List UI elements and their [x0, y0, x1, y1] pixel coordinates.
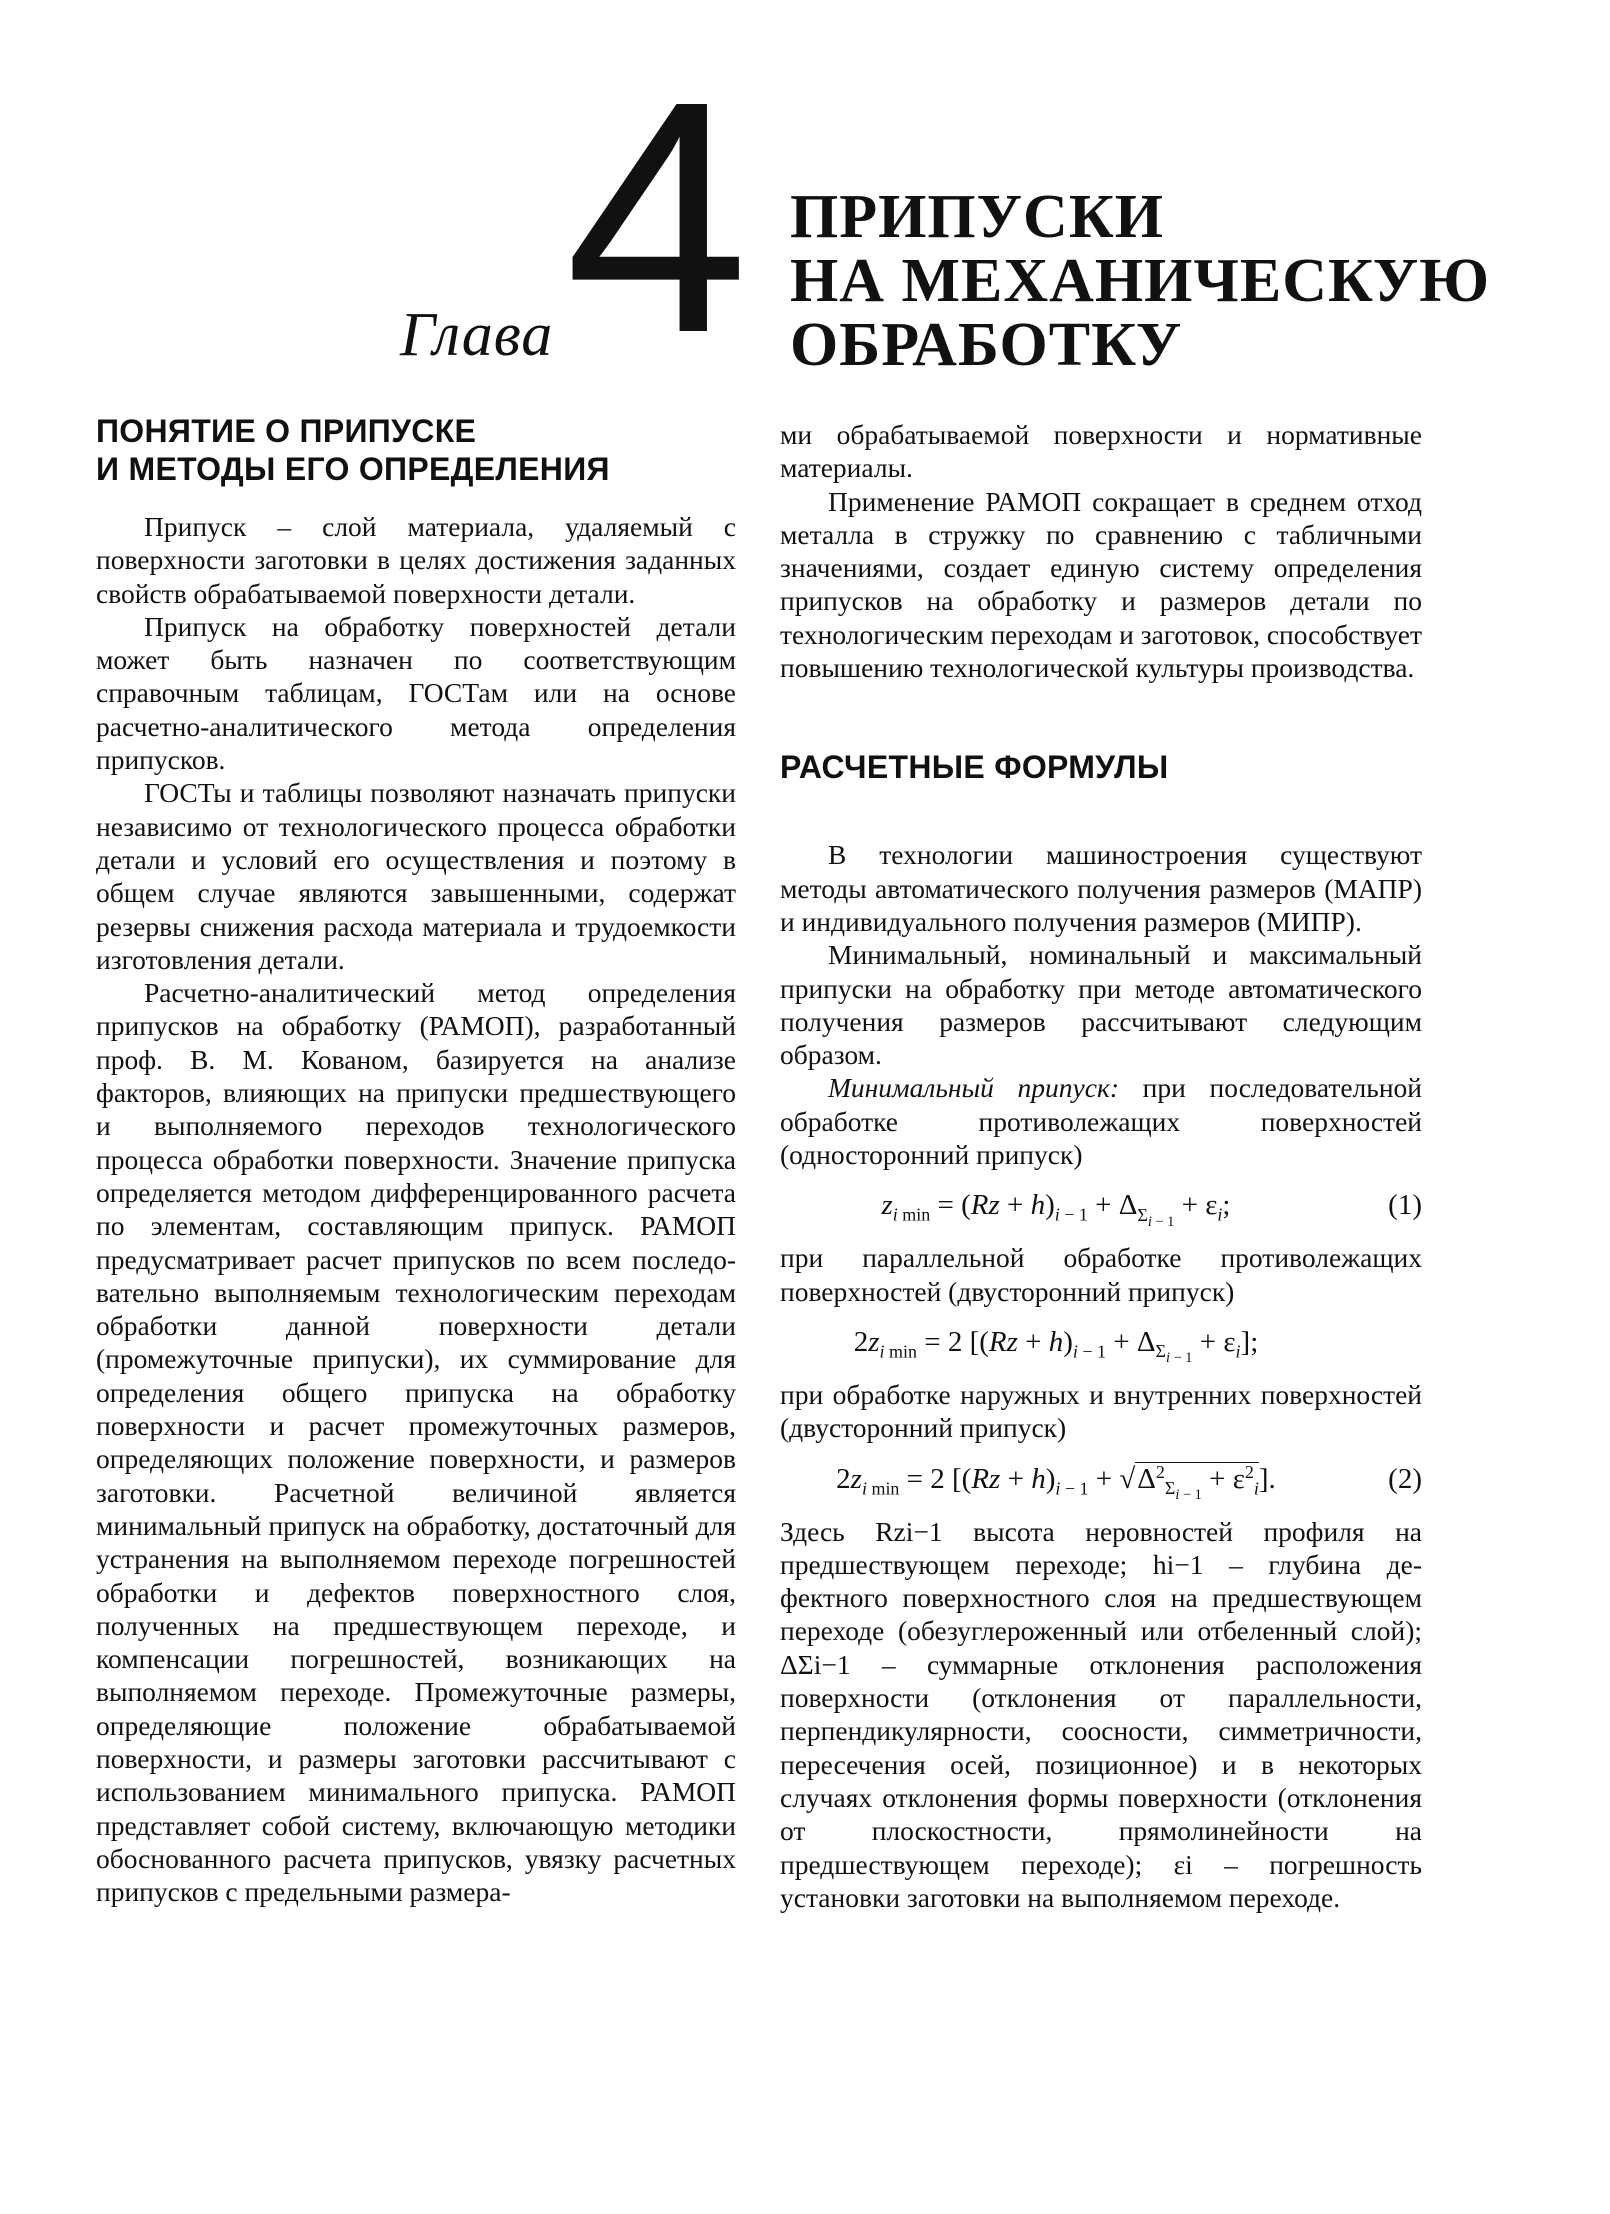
- formula-1: [780, 1181, 1422, 1229]
- chapter-title-line-2: НА МЕХАНИЧЕСКУЮ: [790, 247, 1491, 315]
- term-min-allowance: Минимальный припуск:: [828, 1072, 1119, 1104]
- left-column: [96, 412, 736, 1908]
- section-heading-line-2: И МЕТОДЫ ЕГО ОПРЕДЕЛЕНИЯ: [96, 451, 610, 487]
- chapter-title-line-1: ПРИПУСКИ: [790, 183, 1165, 251]
- section-heading-line-1: ПОНЯТИЕ О ПРИПУСКЕ: [96, 413, 477, 449]
- paragraph-min-allowance: [780, 1071, 1422, 1171]
- paragraph-methods: В технологии машиностроения существуют методы автоматического получения размеров (МАПР) и индивидуального получения размеров (МИПР).: [780, 839, 1422, 937]
- formula-2-expression: $2z_{i min} = 2$ $[(Rz + h)_{i - 1} + √\Delta^2_{\Sigma_{i - 1}} + \varepsilon^2_i]$.: [836, 1461, 1276, 1503]
- paragraph-allowances: Минимальный, номинальный и максимальный припуски на обработку при методе автоматического получения размеров рассчитывают следующим образом.: [780, 939, 1422, 1071]
- paragraph-definition: Припуск – слой материала, удаляемый с поверхности заготовки в целях достижения заданных свойств обрабатываемой поверхности детали.: [96, 511, 736, 609]
- min-allowance-text: при последовательной обработке противолежащих поверхностей (односторонний припуск): [780, 1072, 1423, 1171]
- chapter-number: 4: [565, 32, 749, 401]
- section-heading-formulas: РАСЧЕТНЫЕ ФОРМУЛЫ: [780, 749, 1169, 786]
- formula-1-expression: $z_{i min} = (Rz + h)_{i - 1} + \Delta_{\Sigma_{i - 1}} + \varepsilon_i$;: [881, 1189, 1231, 1230]
- formula-parallel-expression: $2z_{i min} = 2$ $[(Rz + h)_{i - 1} + \Delta_{\Sigma_{i - 1}} + \varepsilon_i]$;: [853, 1325, 1259, 1367]
- chapter-title: [790, 185, 1490, 377]
- section-heading-concept: [96, 412, 736, 488]
- chapter-label: Глава: [400, 301, 554, 369]
- chapter-title-line-3: ОБРАБОТКУ: [790, 311, 1183, 379]
- right-column: [780, 418, 1422, 1914]
- formula-1-number: (1): [1388, 1189, 1422, 1222]
- paragraph-gost: ГОСТы и таблицы позволяют назначать припуски независимо от технологического процесса обработки детали и условий его осуществления и поэтому в общем случае являются завышенными, содержат резервы снижения расхода материала и трудоемкости изготовления детали.: [96, 777, 736, 975]
- formula-2: [780, 1455, 1422, 1503]
- paragraph-continued: ми обрабатываемой поверхности и нормативные материалы.: [780, 419, 1422, 484]
- formula-parallel: [780, 1318, 1422, 1366]
- paragraph-outer-inner: при обработке наружных и внутренних поверхностей (двусторонний припуск): [780, 1378, 1422, 1444]
- paragraph-notation: Здесь Rzi−1 высота неровностей профиля на предшествующем переходе; hi−1 – глубина дефектного поверхностного слоя на предшествующем переходе (обезуглероженный или отбеленный слой); ΔΣi−1 – суммарные отклонения расположения поверхности (отклонения от параллельности, перпендикулярности, сооcности, симметричности, пересечения осей, позиционное) и в некоторых случаях отклонения формы поверхности (отклонения от плоскостности, прямолинейности на предшествующем переходе); εi – погрешность установки заготовки на выполняемом переходе.: [780, 1515, 1422, 1913]
- paragraph-parallel: при параллельной обработке противолежащих поверхностей (двусторонний припуск): [780, 1242, 1422, 1307]
- paragraph-assignment: Припуск на обработку поверхностей детали может быть назначен по соответствующим справочным таблицам, ГОСТам или на основе расчетно-аналитического метода определения припусков.: [96, 610, 736, 776]
- paragraph-ramop-benefits: Применение РАМОП сокращает в среднем отход металла в стружку по сравнению с табличными значениями, создает единую систему определения припусков на обработку и размеров детали по технологическим переходам и заготовок, способствует повышению технологической культуры производства.: [780, 485, 1423, 684]
- formula-2-number: (2): [1388, 1462, 1422, 1495]
- paragraph-ramop: Расчетно-аналитический метод определения припусков на обработку (РАМОП), разработанный проф. В. М. Кованом, базируется на анализе факторов, влияющих на припуски предшествующего и выполняемого переходов технологического процесса обработки поверхности. Значение припуска определяется методом дифференцированного расчета по элементам, составляющим припуск. РАМОП предусматривает расчет припусков по всем последовательно выполняемым технологическим переходам обработки данной поверхности детали (промежуточные припуски), их суммирование для определения общего припуска на обработку поверхности и расчет промежуточных размеров, определяющих положение поверхности, и размеров заготовки. Расчетной величиной является минимальный припуск на обработку, достаточный для устранения на выполняемом переходе погрешностей обработки и дефектов поверхностного слоя, полученных на предшествующем переходе, и компенсации погрешностей, возникающих на выполняемом переходе. Промежуточные размеры, определяющие положение обрабатываемой поверхности, и размеры заготовки рассчитывают с использованием минимального припуска. РАМОП представляет собой систему, включающую методики обоснованного расчета припусков, увязку расчетных припусков с предельными размера-: [96, 977, 736, 1908]
